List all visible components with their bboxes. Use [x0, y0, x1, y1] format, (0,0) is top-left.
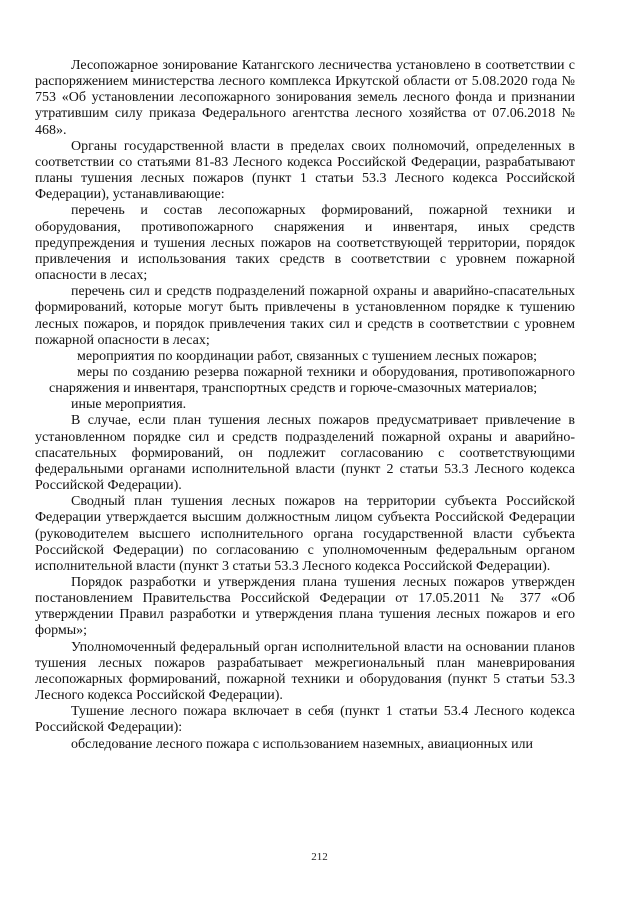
paragraph-extinguishing: Тушение лесного пожара включает в себя (пункт 1 статьи 53.4 Лесного кодекса Российской Федерации): [35, 704, 575, 736]
paragraph-procedure: Порядок разработки и утверждения плана тушения лесных пожаров утвержден постановлением Правительства Российской Федерации от 17.05.2011 № 377 «Об утверждении Правил разработки и утверждения плана тушения лесных пожаров и его формы»; [35, 575, 575, 639]
list-item-reserve: меры по созданию резерва пожарной техники и оборудования, противопожарного снаряжения и инвентаря, транспортных средств и горюче-смазочных материалов; [49, 364, 575, 397]
list-item-other: иные мероприятия. [71, 397, 187, 413]
page-number: 212 [311, 851, 328, 863]
document-body [35, 58, 575, 753]
list-item-formations: перечень и состав лесопожарных формирований, пожарной техники и оборудования, противопожарного снаряжения и инвентаря, иных средств предупреждения и тушения лесных пожаров на соответствующей территории, порядок привлечения и использования таких средств в соответствии с уровнем пожарной опасности в лесах; [35, 203, 575, 284]
paragraph-authorities: Органы государственной власти в пределах своих полномочий, определенных в соответствии со статьями 81-83 Лесного кодекса Российской Федерации, разрабатывают планы тушения лесных пожаров (пункт 1 статьи 53.3 Лесного кодекса Российской Федерации), устанавливающие: [35, 138, 575, 203]
paragraph-zoning: Лесопожарное зонирование Катангского лесничества установлено в соответствии с распоряжением министерства лесного комплекса Иркутской области от 5.08.2020 года № 753 «Об установлении лесопожарного зонирования земель лесного фонда и признании утратившим силу приказа Федерального агентства лесного хозяйства от 07.06.2018 № 468». [35, 58, 575, 138]
paragraph-summary-plan: Сводный план тушения лесных пожаров на территории субъекта Российской Федерации утверждается высшим должностным лицом субъекта Российской Федерации (руководителем высшего исполнительного органа государственной власти субъекта Российской Федерации) по согласованию с уполномоченным федеральным органом исполнительной власти (пункт 3 статьи 53.3 Лесного кодекса Российской Федерации). [35, 494, 575, 574]
list-item-coordination: мероприятия по координации работ, связанных с тушением лесных пожаров; [77, 348, 538, 364]
list-item-fire-units: перечень сил и средств подразделений пожарной охраны и аварийно-спасательных формирований, которые могут быть привлечены в установленном порядке к тушению лесных пожаров, и порядок привлечения таких сил и средств в соответствии с уровнем пожарной опасности в лесах; [35, 284, 575, 348]
paragraph-approval: В случае, если план тушения лесных пожаров предусматривает привлечение в установленном порядке сил и средств подразделений пожарной охраны и аварийно-спасательных формирований, он подлежит согласованию с соответствующими федеральными органами исполнительной власти (пункт 2 статьи 53.3 Лесного кодекса Российской Федерации). [35, 413, 575, 494]
paragraph-interregional-plan: Уполномоченный федеральный орган исполнительной власти на основании планов тушения лесных пожаров разрабатывает межрегиональный план маневрирования лесопожарных формирований, пожарной техники и оборудования (пункт 5 статьи 53.3 Лесного кодекса Российской Федерации). [35, 639, 575, 704]
paragraph-inspection: обследование лесного пожара с использованием наземных, авиационных или [71, 736, 534, 752]
